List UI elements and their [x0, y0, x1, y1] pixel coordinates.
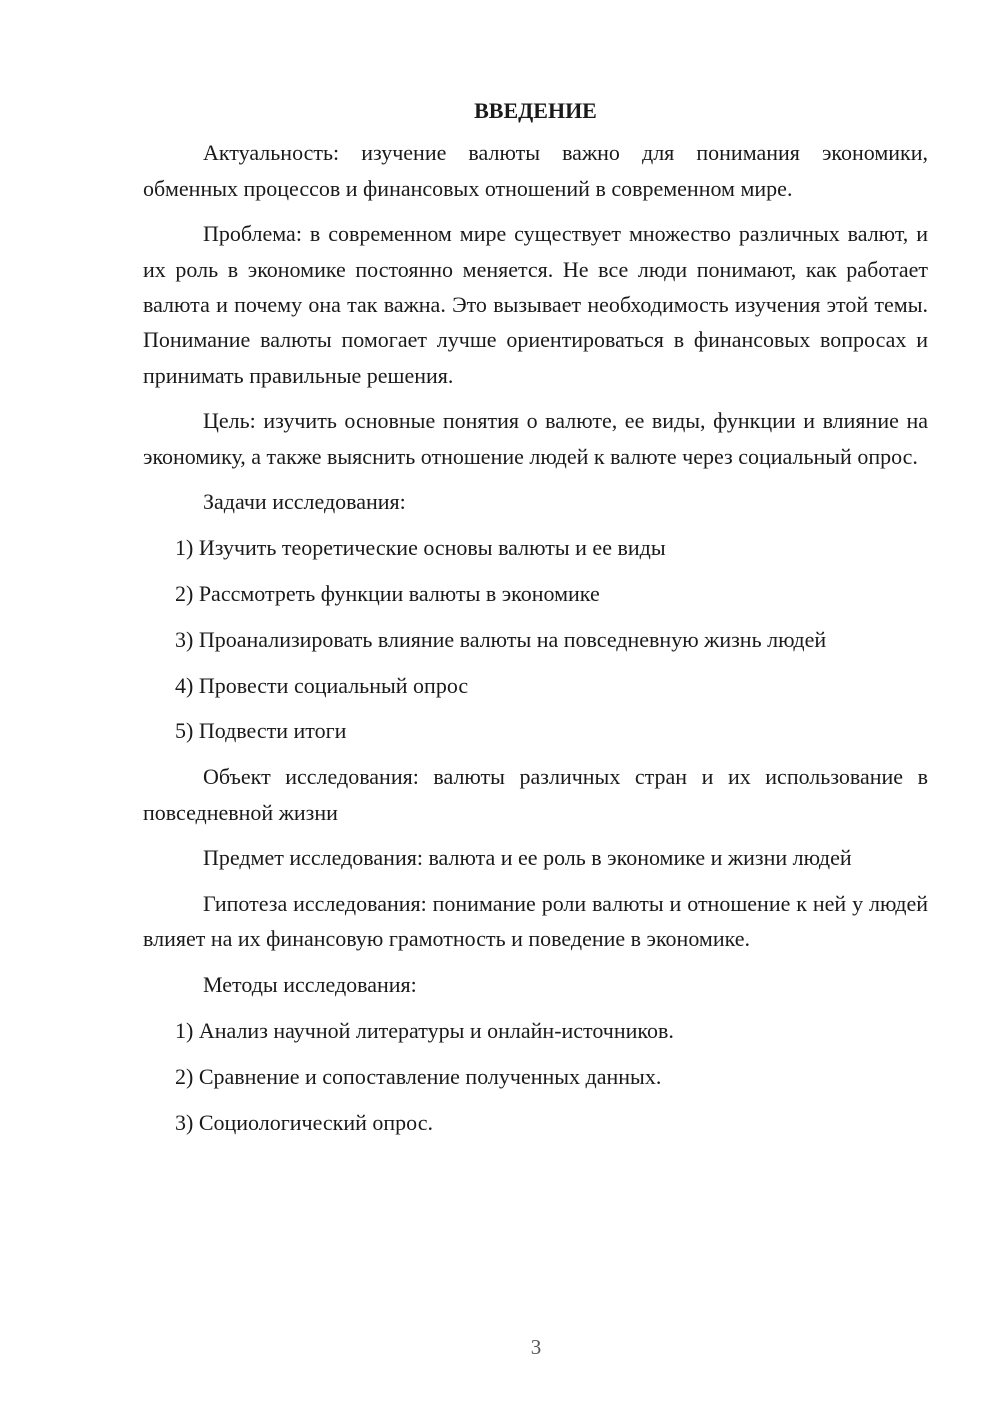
subject-paragraph: Предмет исследования: валюта и ее роль в экономике и жизни людей	[203, 845, 852, 871]
page-content	[143, 93, 928, 1150]
tasks-list-item: 4) Провести социальный опрос	[175, 672, 469, 698]
page-number: 3	[530, 1335, 542, 1359]
methods-list-item: 2) Сравнение и сопоставление полученных данных.	[175, 1063, 662, 1089]
section-heading: ВВЕДЕНИЕ	[474, 98, 597, 123]
relevance-paragraph: Актуальность: изучение валюты важно для понимания экономики, обменных процессов и финансовых отношений в современном мире.	[143, 140, 928, 201]
object-paragraph: Объект исследования: валюты различных стран и их использование в повседневной жизни	[143, 764, 928, 825]
tasks-list-item: 1) Изучить теоретические основы валюты и ее виды	[175, 535, 666, 561]
problem-paragraph: Проблема: в современном мире существует множество различных валют, и их роль в экономике постоянно меняется. Не все люди понимают, как работает валюта и почему она так важна. Это вызывает необходимость изучения этой темы. Понимание валюты помогает лучше ориентироваться в финансовых вопросах и принимать правильные решения.	[143, 221, 928, 388]
tasks-list-item: 5) Подвести итоги	[175, 718, 347, 744]
methods-list-item: 3) Социологический опрос.	[175, 1109, 433, 1135]
tasks-list-item: 3) Проанализировать влияние валюты на повседневную жизнь людей	[175, 626, 827, 652]
hypothesis-paragraph: Гипотеза исследования: понимание роли валюты и отношение к ней у людей влияет на их финансовую грамотность и поведение в экономике.	[143, 891, 928, 952]
methods-label: Методы исследования:	[203, 972, 417, 998]
methods-list-item: 1) Анализ научной литературы и онлайн-источников.	[175, 1018, 674, 1044]
tasks-label: Задачи исследования:	[203, 489, 406, 515]
tasks-list-item: 2) Рассмотреть функции валюты в экономике	[175, 581, 600, 607]
goal-paragraph: Цель: изучить основные понятия о валюте, ее виды, функции и влияние на экономику, а также выяснить отношение людей к валюте через социальный опрос.	[143, 408, 928, 469]
